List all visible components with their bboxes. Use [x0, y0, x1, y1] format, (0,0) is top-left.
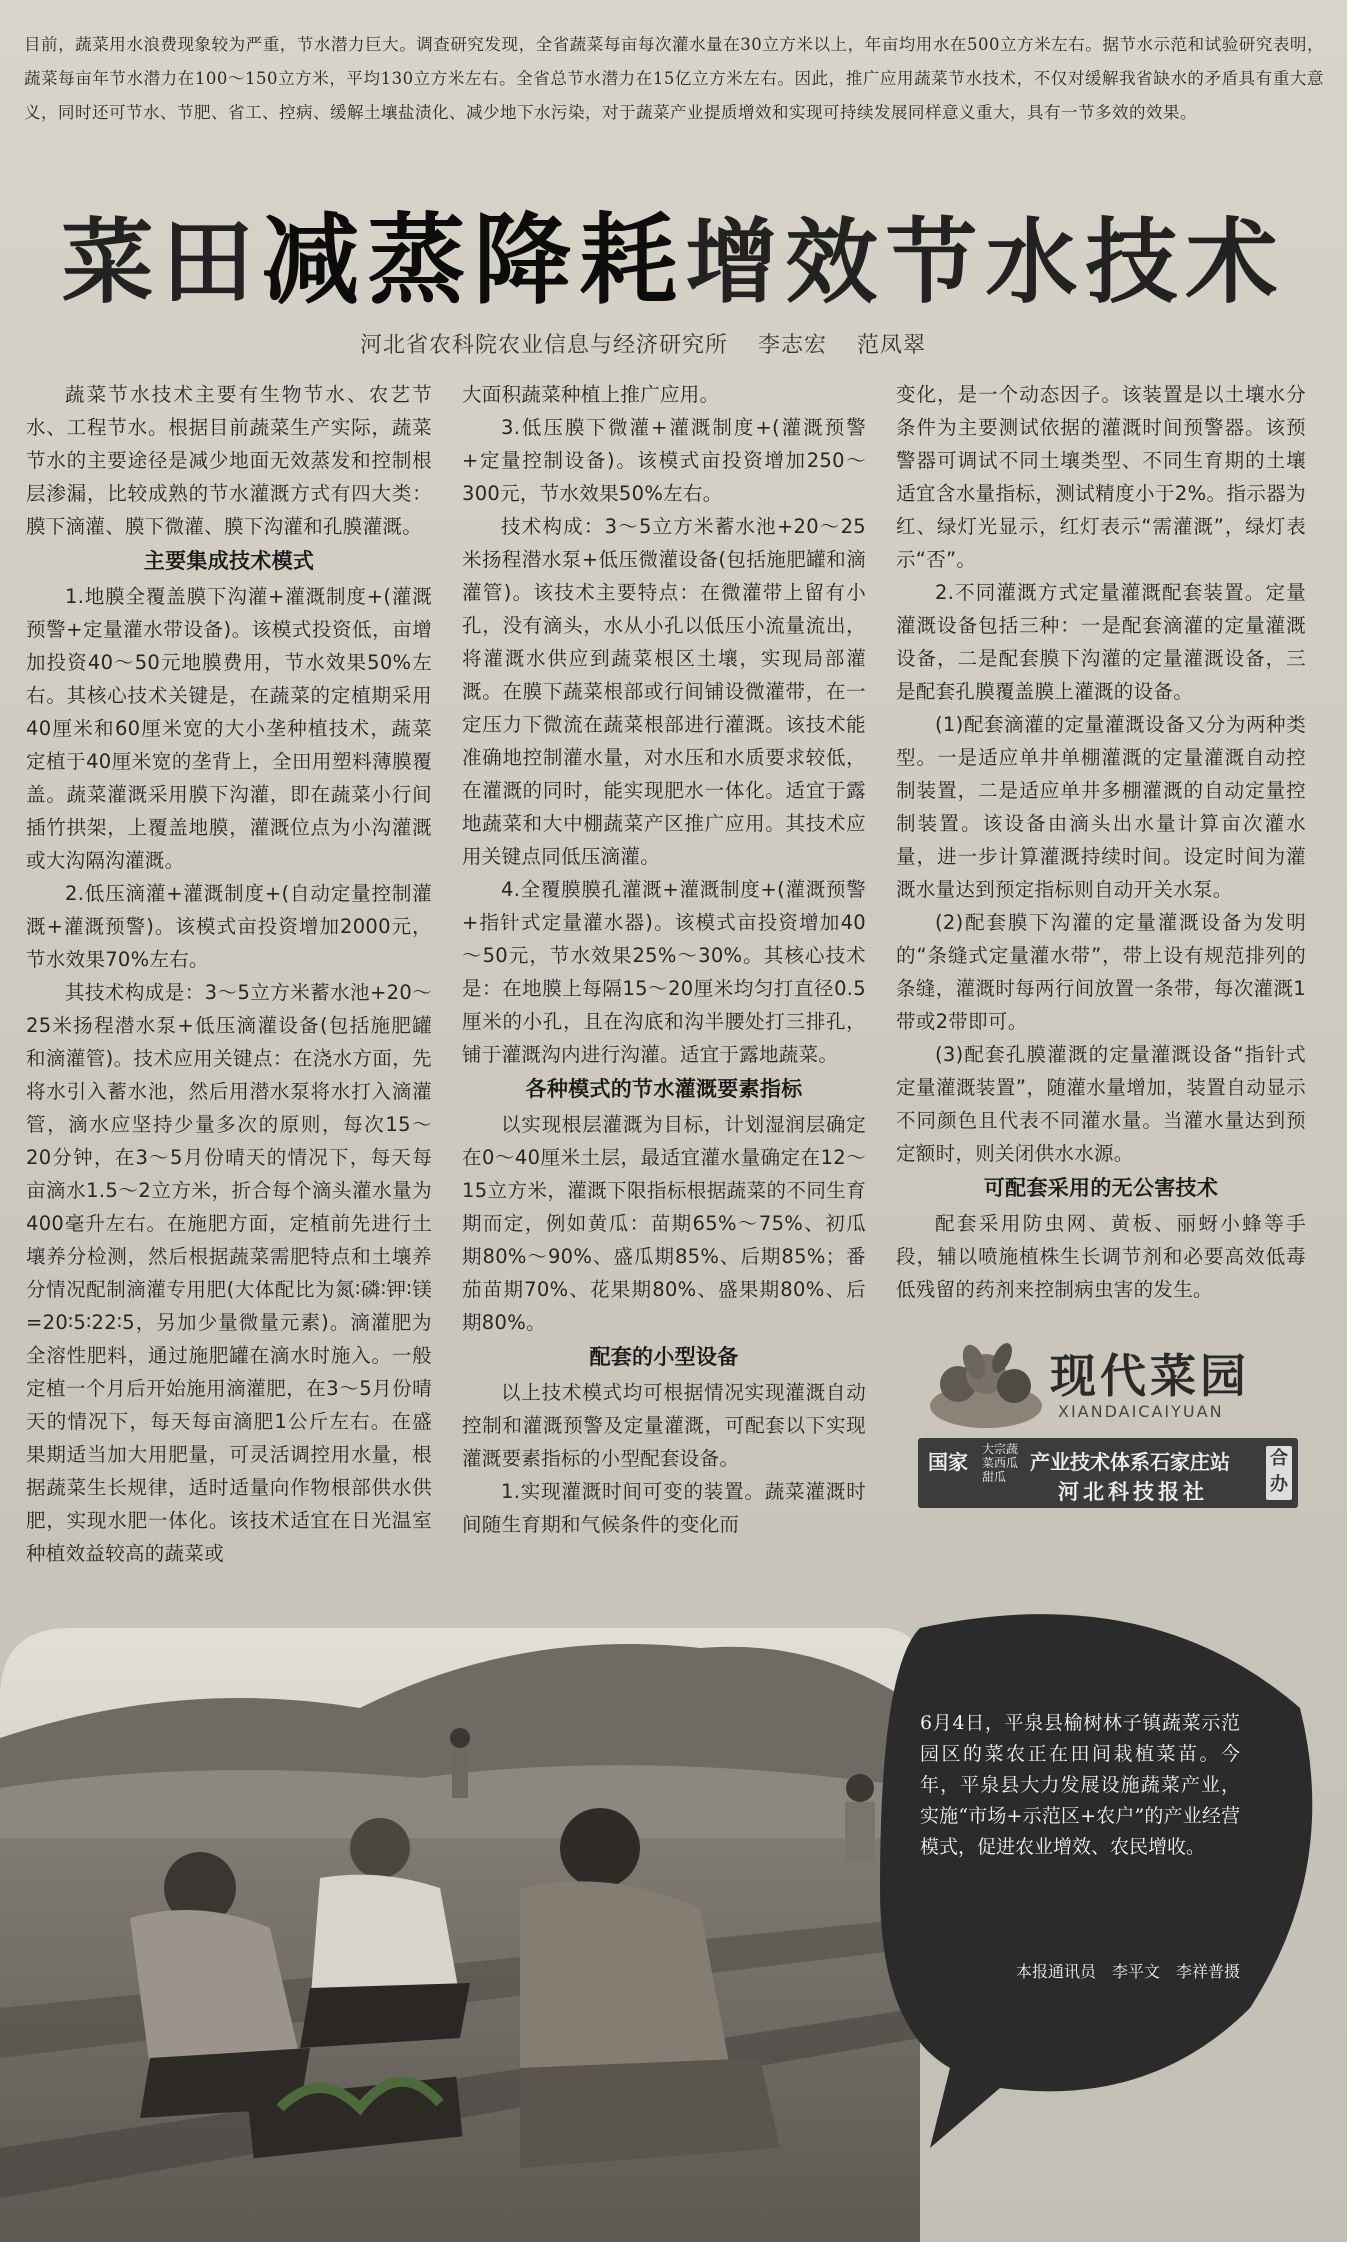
article-paragraph: (2)配套膜下沟灌的定量灌溉设备为发明的“条缝式定量灌水带”，带上设有规范排列的条缝，灌溉时每两行间放置一条带，每次灌溉1带或2带即可。 — [896, 911, 1306, 1033]
byline-org: 河北省农科院农业信息与经济研究所 — [360, 333, 729, 358]
article-paragraph: 大面积蔬菜种植上推广应用。 — [462, 383, 720, 406]
article-paragraph: 1.地膜全覆盖膜下沟灌+灌溉制度+(灌溉预警+定量灌水带设备)。该模式投资低，亩增加投资40～50元地膜费用，节水效果50%左右。其核心技术关键是，在蔬菜的定植期采用40厘米和60厘米宽的大小垄种植技术，蔬菜定植于40厘米宽的垄背上，全田用塑料薄膜覆盖。蔬菜灌溉采用膜下沟灌，即在蔬菜小行间插竹拱架，上覆盖地膜，灌溉位点为小沟灌溉或大沟隔沟灌溉。 — [26, 585, 432, 872]
article-column-2 — [462, 378, 866, 1538]
title-part-2: 减蒸降耗 — [261, 204, 686, 318]
band-text-a: 国家 — [928, 1450, 968, 1474]
caption-text: 6月4日，平泉县榆树林子镇蔬菜示范园区的菜农正在田间栽植菜苗。今年，平泉县大力发展设施蔬菜产业，实施“市场+示范区+农户”的产业经营模式，促进农业增效、农民增收。 — [920, 1712, 1240, 1858]
vegetable-basket-icon — [924, 1336, 1048, 1432]
article-paragraph: 技术构成：3～5立方米蓄水池+20～25米扬程潜水泵+低压微灌设备(包括施肥罐和滴灌管)。该技术主要特点：在微灌带上留有小孔，没有滴头，水从小孔以低压小流量流出，将灌溉水供应到蔬菜根区土壤，实现局部灌溉。在膜下蔬菜根部或行间铺设微灌带，在一定压力下微流在蔬菜根部进行灌溉。该技术能准确地控制灌水量，对水压和水质要求较低，在灌溉的同时，能实现肥水一体化。适宜于露地蔬菜和大中棚蔬菜产区推广应用。其技术应用关键点同低压滴灌。 — [462, 515, 866, 868]
section-heading: 主要集成技术模式 — [143, 549, 315, 573]
article-paragraph: 以上技术模式均可根据情况实现灌溉自动控制和灌溉预警及定量灌溉，可配套以下实现灌溉要素指标的小型配套设备。 — [462, 1381, 866, 1470]
band-text-e: 合办 — [1266, 1446, 1292, 1500]
article-column-3 — [896, 378, 1306, 1308]
article-paragraph: 2.低压滴灌+灌溉制度+(自动定量控制灌溉+灌溉预警)。该模式亩投资增加2000元，节水效果70%左右。 — [26, 882, 432, 971]
column-logo — [918, 1330, 1298, 1520]
article-paragraph: 3.低压膜下微灌+灌溉制度+(灌溉预警+定量控制设备)。该模式亩投资增加250～300元，节水效果50%左右。 — [462, 416, 866, 505]
title-part-1: 菜田 — [61, 209, 262, 316]
article-paragraph: 变化，是一个动态因子。该装置是以土壤水分条件为主要测试依据的灌溉时间预警器。该预警器可调试不同土壤类型、不同生育期的土壤适宜含水量指标，测试精度小于2%。指示器为红、绿灯光显示，红灯表示“需灌溉”，绿灯表示“否”。 — [896, 383, 1306, 571]
section-heading: 可配套采用的无公害技术 — [983, 1176, 1219, 1200]
article-paragraph: (1)配套滴灌的定量灌溉设备又分为两种类型。一是适应单井单棚灌溉的定量灌溉自动控制装置，二是适应单井多棚灌溉的自动定量控制装置。该设备由滴头出水量计算亩次灌水量，进一步计算灌溉持续时间。设定时间为灌溉水量达到预定指标则自动开关水泵。 — [896, 713, 1306, 901]
article-paragraph: 配套采用防虫网、黄板、丽蚜小蜂等手段，辅以喷施植株生长调节剂和必要高效低毒低残留的药剂来控制病虫害的发生。 — [896, 1212, 1306, 1301]
caption-credit: 本报通讯员 李平文 李祥普摄 — [1015, 1962, 1240, 1981]
article-paragraph: 1.实现灌溉时间可变的装置。蔬菜灌溉时间随生育期和气候条件的变化而 — [462, 1480, 866, 1536]
logo-pinyin: XIANDAICAIYUAN — [1058, 1402, 1224, 1421]
article-paragraph: 4.全覆膜膜孔灌溉+灌溉制度+(灌溉预警+指针式定量灌水器)。该模式亩投资增加40～50元，节水效果25%～30%。其核心技术是：在地膜上每隔15～20厘米均匀打直径0.5厘米的小孔，且在沟底和沟半腰处打三排孔，铺于灌溉沟内进行沟灌。适宜于露地蔬菜。 — [462, 878, 866, 1066]
section-heading: 各种模式的节水灌溉要素指标 — [525, 1077, 803, 1101]
article-paragraph: 2.不同灌溉方式定量灌溉配套装置。定量灌溉设备包括三种：一是配套滴灌的定量灌溉设备，二是配套膜下沟灌的定量灌溉设备，三是配套孔膜覆盖膜上灌溉的设备。 — [896, 581, 1306, 703]
byline — [360, 328, 1100, 359]
photo-caption — [880, 1658, 1280, 2078]
article-paragraph: 以实现根层灌溉为目标，计划湿润层确定在0～40厘米土层，最适宜灌水量确定在12～15立方米，灌溉下限指标根据蔬菜的不同生育期而定，例如黄瓜：苗期65%～75%、初瓜期80%～90%、盛瓜期85%、后期85%；番茄苗期70%、花果期80%、盛果期80%、后期80%。 — [462, 1113, 866, 1334]
article-paragraph: 蔬菜节水技术主要有生物节水、农艺节水、工程节水。根据目前蔬菜生产实际，蔬菜节水的主要途径是减少地面无效蒸发和控制根层渗漏，比较成熟的节水灌溉方式有四大类：膜下滴灌、膜下微灌、膜下沟灌和孔膜灌溉。 — [26, 383, 432, 538]
byline-author-1: 李志宏 — [758, 333, 828, 358]
section-heading: 配套的小型设备 — [589, 1345, 739, 1369]
band-text-c: 产业技术体系石家庄站 — [1030, 1450, 1230, 1474]
article-paragraph: (3)配套孔膜灌溉的定量灌溉设备“指针式定量灌溉装置”，随灌水量增加，装置自动显示不同颜色且代表不同灌水量。当灌水量达到预定额时，则关闭供水水源。 — [896, 1043, 1306, 1165]
title-part-3: 增效节水技术 — [685, 209, 1286, 316]
band-text-d: 河北科技报社 — [1058, 1480, 1208, 1504]
article-title — [0, 182, 1347, 323]
article-column-1 — [26, 378, 432, 1565]
logo-name: 现代菜园 — [1050, 1349, 1250, 1403]
band-text-b: 大宗蔬菜西瓜甜瓜 — [982, 1442, 1019, 1484]
article-paragraph: 其技术构成是：3～5立方米蓄水池+20～25米扬程潜水泵+低压滴灌设备(包括施肥罐和滴灌管)。技术应用关键点：在浇水方面，先将水引入蓄水池，然后用潜水泵将水打入滴灌管，滴水应坚持少量多次的原则，每次15～20分钟，在3～5月份晴天的情况下，每天每亩滴水1.5～2立方米，折合每个滴头灌水量为400毫升左右。在施肥方面，定植前先进行土壤养分检测，然后根据蔬菜需肥特点和土壤养分情况配制滴灌专用肥(大体配比为氮∶磷∶钾∶镁=20∶5∶22∶5，另加少量微量元素)。滴灌肥为全溶性肥料，通过施肥罐在滴水时施入。一般定植一个月后开始施用滴灌肥，在3～5月份晴天的情况下，每天每亩滴肥1公斤左右。在盛果期适当加大用肥量，可灵活调控用水量，根据蔬菜生长规律，适时适量向作物根部供水供肥，实现水肥一体化。该技术适宜在日光温室种植效益较高的蔬菜或 — [26, 981, 432, 1565]
byline-author-2: 范凤翠 — [857, 333, 927, 358]
logo-band — [918, 1438, 1298, 1508]
lead-paragraph: 目前，蔬菜用水浪费现象较为严重，节水潜力巨大。调查研究发现，全省蔬菜每亩每次灌水量在30立方米以上，年亩均用水在500立方米左右。据节水示范和试验研究表明，蔬菜每亩年节水潜力在100～150立方米，平均130立方米左右。全省总节水潜力在15亿立方米左右。因此，推广应用蔬菜节水技术，不仅对缓解我省缺水的矛盾具有重大意义，同时还可节水、节肥、省工、控病、缓解土壤盐渍化、减少地下水污染，对于蔬菜产业提质增效和实现可持续发展同样意义重大，具有一节多效的效果。 — [24, 35, 1324, 122]
